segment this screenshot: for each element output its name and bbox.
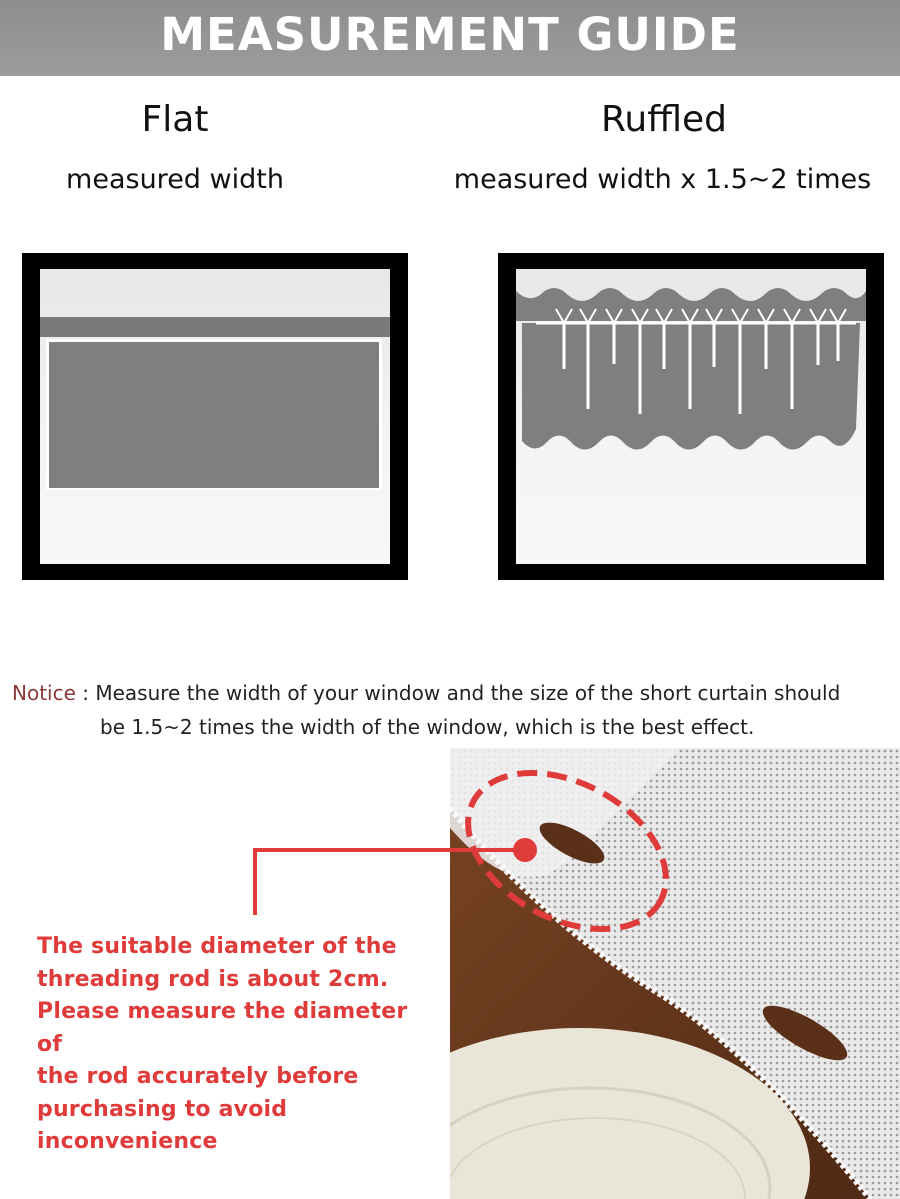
callout-line: threading rod is about 2cm.	[37, 966, 389, 992]
curtain-rod	[40, 317, 390, 337]
notice-block	[12, 676, 897, 744]
ruffled-subtitle: measured width x 1.5~2 times	[453, 164, 872, 195]
flat-subtitle: measured width	[66, 164, 284, 195]
product-photo	[450, 748, 900, 1199]
callout-line: the rod accurately before	[37, 1064, 359, 1089]
notice-text-1: Measure the width of your window and the size of the short curtain should	[95, 681, 841, 705]
ruffled-title: Ruffled	[600, 99, 728, 140]
callout-line: The suitable diameter of the	[37, 934, 397, 959]
flat-window-illustration	[22, 253, 408, 580]
ruffled-curtain-graphic	[516, 269, 866, 564]
ruffled-window-illustration	[498, 253, 884, 580]
header-banner	[0, 0, 900, 76]
callout-line: purchasing to avoid	[37, 1096, 288, 1122]
notice-text-2: be 1.5~2 times the width of the window, which is the best effect.	[100, 715, 755, 739]
callout-line: Please measure the diameter of	[37, 999, 408, 1057]
flat-curtain-panel	[49, 342, 379, 488]
notice-separator: :	[75, 681, 96, 705]
notice-label: Notice	[12, 681, 76, 705]
notice-line-1	[12, 676, 897, 710]
flat-title: Flat	[141, 99, 209, 140]
flat-curtain-graphic	[40, 269, 390, 564]
page-title: MEASUREMENT GUIDE	[160, 8, 740, 61]
callout-line: inconvenience	[37, 1129, 218, 1154]
callout-text	[37, 931, 437, 1159]
